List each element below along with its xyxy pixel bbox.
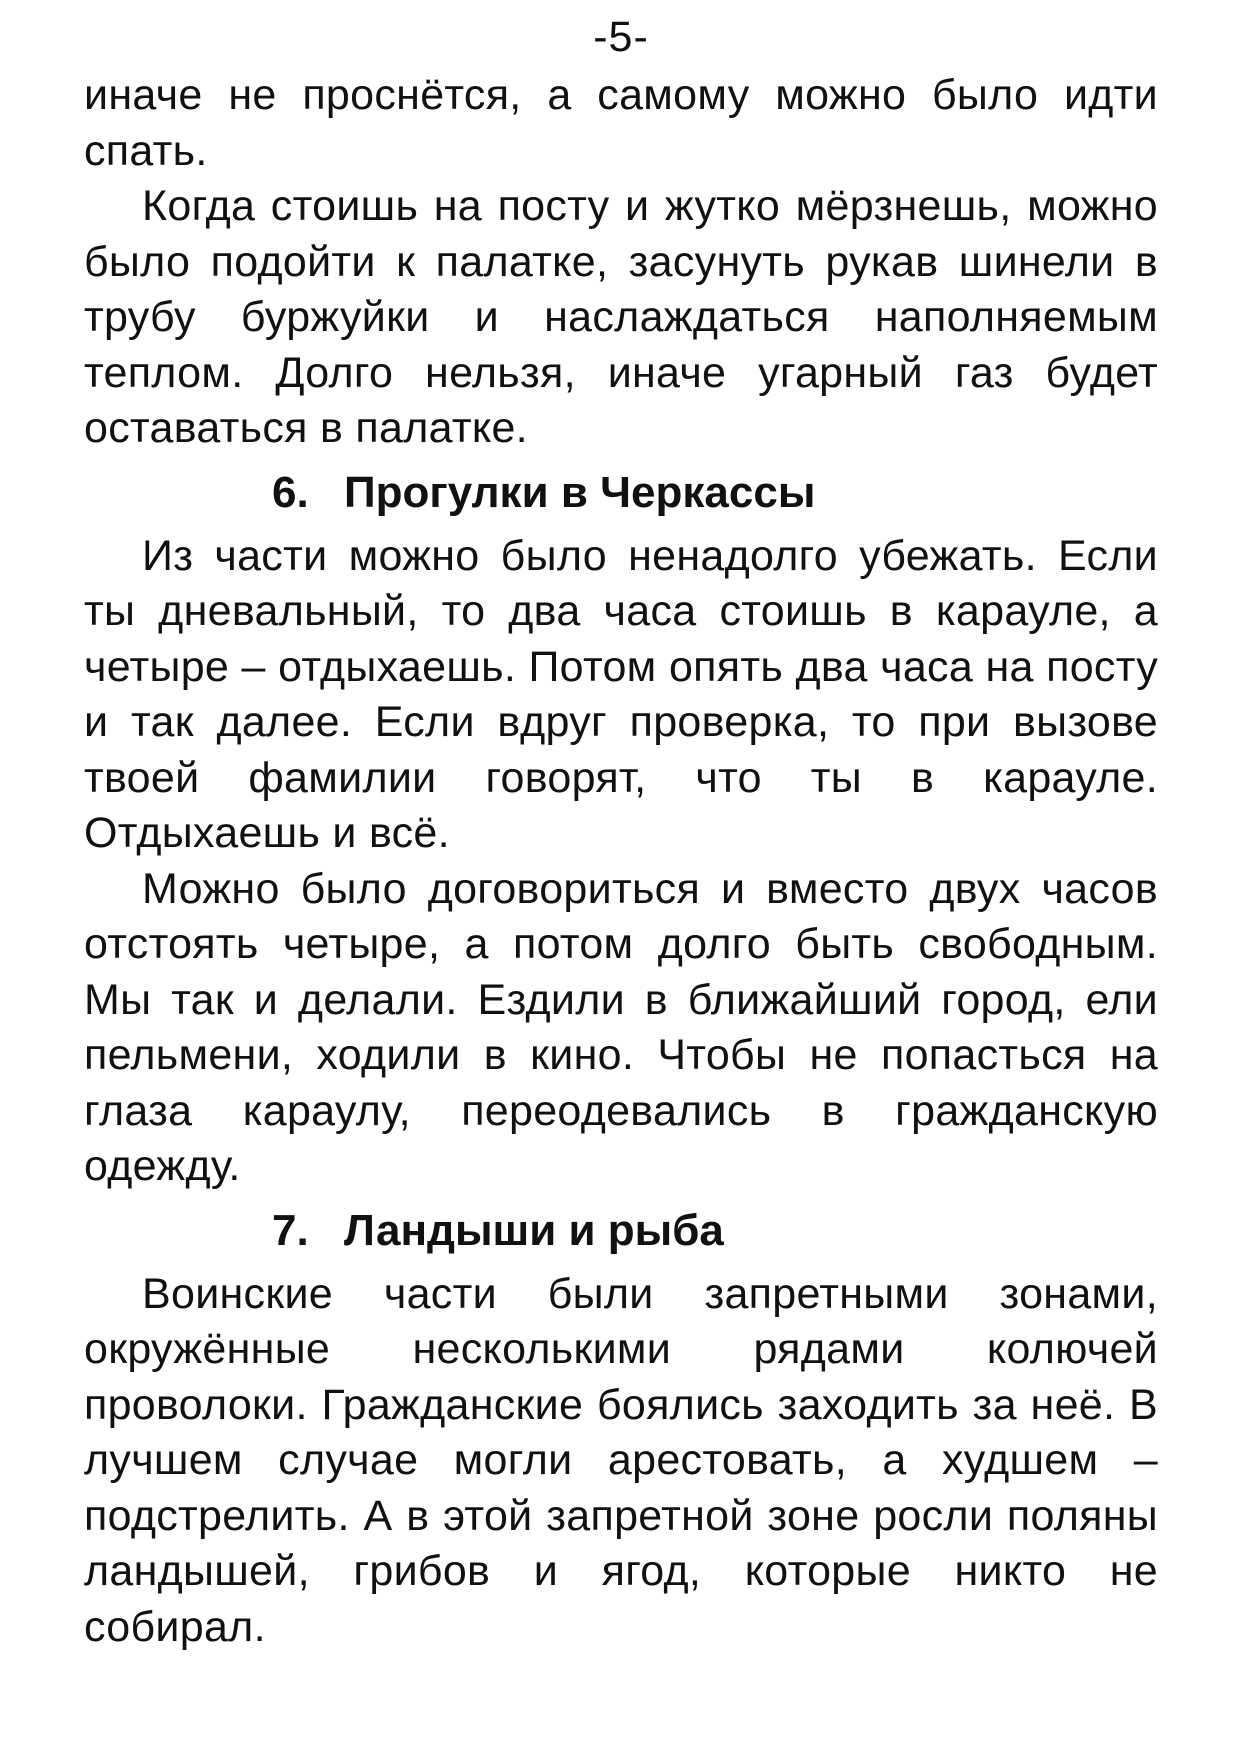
paragraph: Можно было договориться и вместо двух часов отстоять четыре, а потом долго быть свободным. Мы так и делали. Ездили в ближайший город, ели пельмени, ходили в кино. Чтобы не попасться на глаза караулу, переодевались в гражданскую одежду. (84, 864, 1158, 1190)
paragraph: Из части можно было ненадолго убежать. Если ты дневальный, то два часа стоишь в карауле, а четыре – отдыхаешь. Потом опять два часа на посту и так далее. Если вдруг проверка, то при вызове твоей фамилии говорят, что ты в карауле. Отдыхаешь и всё. (84, 531, 1158, 857)
section-heading-7 (84, 1201, 1158, 1261)
section-title: Ландыши и рыба (344, 1205, 724, 1255)
paragraph-continuation: иначе не проснётся, а самому можно было идти спать. (84, 71, 1158, 175)
paragraph: Воинские части были запретными зонами, окружённые несколькими рядами колючей проволоки. Гражданские боялись заходить за неё. В лучшем случае могли арестовать, а худшем – подстрелить. А в этой запретной зоне росли поляны ландышей, грибов и ягод, которые никто не собирал. (84, 1269, 1158, 1651)
section-number: 6. (272, 467, 309, 517)
section-heading-6 (84, 463, 1158, 523)
section-number: 7. (272, 1205, 309, 1255)
document-page (84, 0, 1158, 1655)
paragraph: Когда стоишь на посту и жутко мёрзнешь, можно было подойти к палатке, засунуть рукав шинели в трубу буржуйки и наслаждаться наполняемым теплом. Долго нельзя, иначе угарный газ будет оставаться в палатке. (84, 182, 1158, 452)
section-title: Прогулки в Черкассы (344, 467, 816, 517)
page-number: -5- (593, 13, 649, 61)
